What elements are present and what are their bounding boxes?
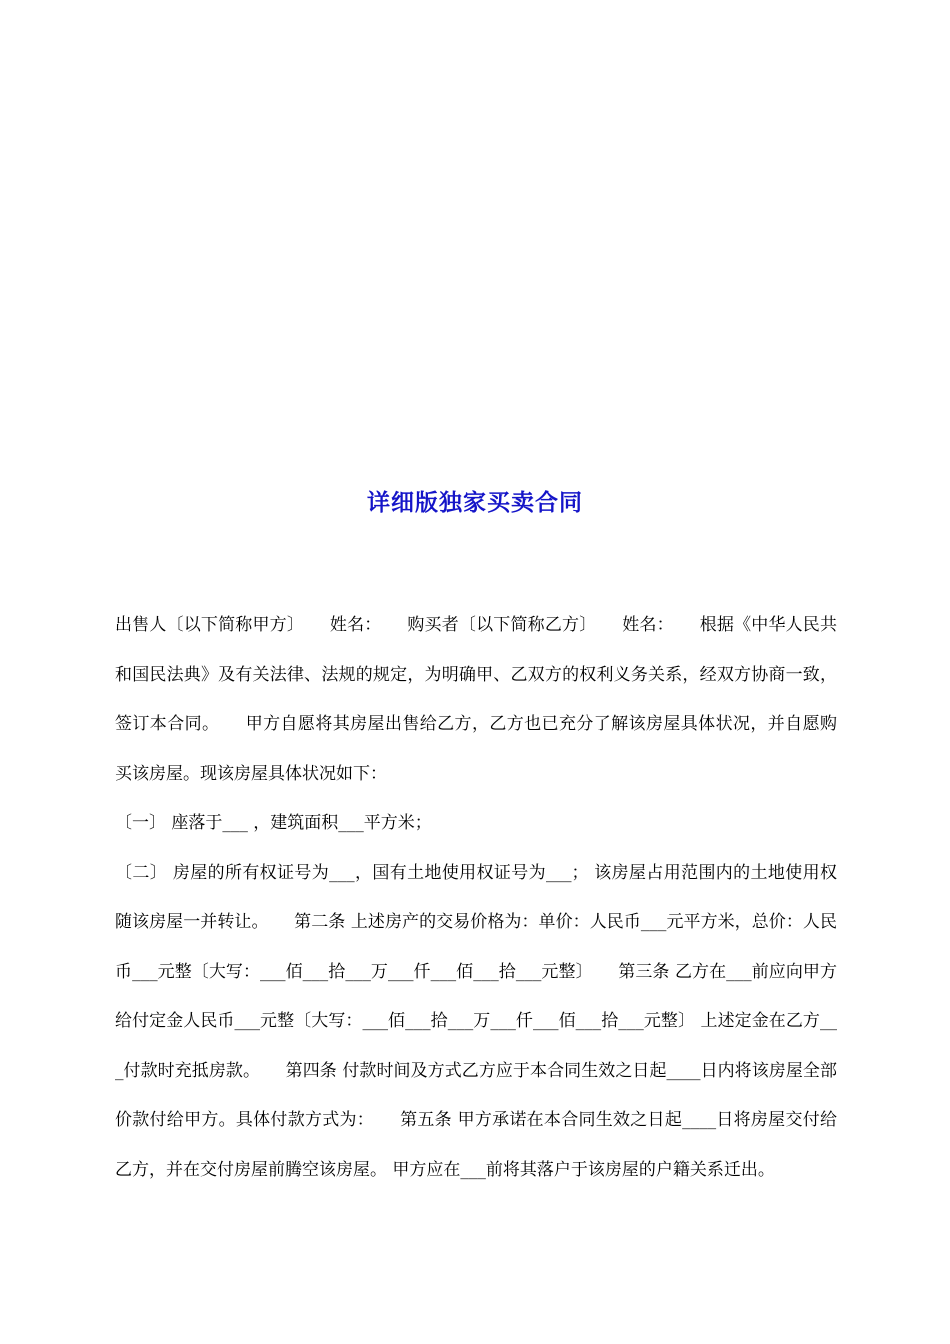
- document-title: 详细版独家买卖合同: [367, 490, 583, 516]
- document-body: [115, 601, 837, 1195]
- paragraph-intro: 出售人〔以下简称甲方〕 姓名： 购买者〔以下简称乙方〕 姓名： 根据《中华人民共和国民法典》及有关法律、法规的规定，为明确甲、乙双方的权利义务关系，经双方协商一致，签订本合同。 甲方自愿将其房屋出售给乙方，乙方也已充分了解该房屋具体状况，并自愿购买该房屋。现该房屋具体状况如下：: [115, 615, 837, 784]
- paragraph-item-1: 〔一〕 座落于___ ，建筑面积___平方米；: [115, 813, 432, 833]
- paragraph-item-2: 〔二〕 房屋的所有权证号为___，国有土地使用权证号为___； 该房屋占用范围内的土地使用权随该房屋一并转让。 第二条 上述房产的交易价格为：单价：人民币___元平方米，总价：人民币___元整〔大写：___佰___拾___万___仟___佰___拾___元整〕 第三条 乙方在___前应向甲方给付定金人民币___元整〔大写：___佰___拾___万___仟___佰___拾___元整〕 上述定金在乙方___付款时充抵房款。 第四条 付款时间及方式乙方应于本合同生效之日起____日内将该房屋全部价款付给甲方。具体付款方式为： 第五条 甲方承诺在本合同生效之日起____日将房屋交付给乙方，并在交付房屋前腾空该房屋。 甲方应在___前将其落户于该房屋的户籍关系迁出。: [115, 862, 837, 1180]
